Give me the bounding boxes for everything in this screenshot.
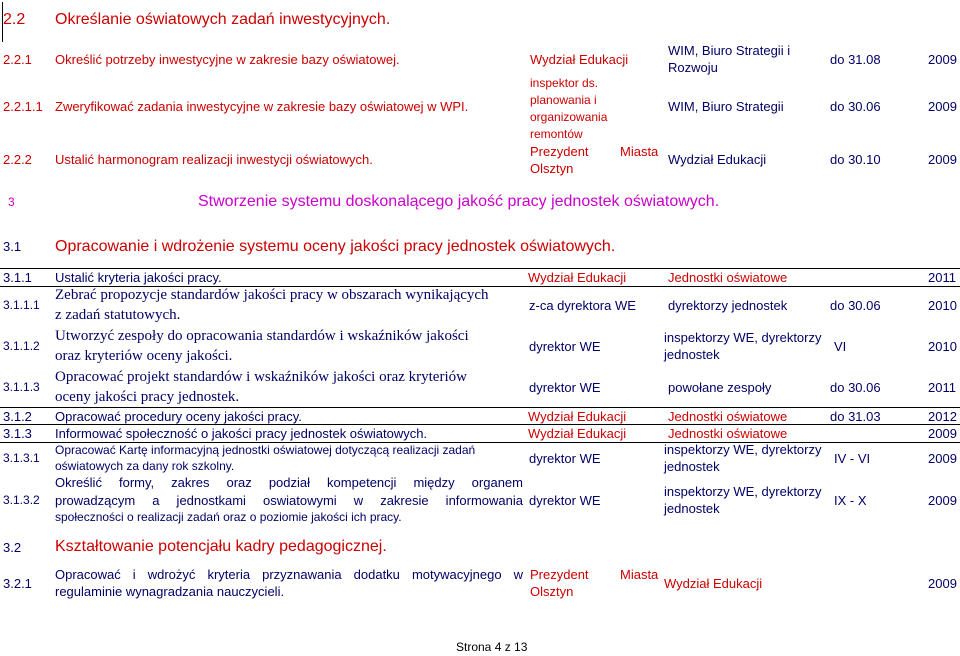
deadline-text: do 31.08 (830, 52, 881, 67)
responsible-text: Prezydent (530, 144, 589, 159)
deadline-text: VI (834, 339, 847, 354)
deadline-text: do 31.03 (830, 409, 881, 424)
section-title: Stworzenie systemu doskonalącego jakość pracy jednostek oświatowych. (198, 193, 720, 210)
year-text: 2012 (928, 409, 957, 424)
section-title: Kształtowanie potencjału kadry pedagogicznej. (55, 538, 387, 555)
section-number: 3 (8, 195, 15, 209)
partner-text: jednostek (664, 347, 720, 362)
partner-text: inspektorzy WE, dyrektorzy (664, 484, 822, 499)
section-number: 3.1 (3, 239, 22, 254)
deadline-text: do 30.10 (830, 152, 881, 167)
task-text: Ustalić harmonogram realizacji inwestycji oświatowych. (55, 152, 373, 167)
responsible-text: Wydział Edukacji (528, 426, 627, 441)
row-number: 3.2.1 (3, 576, 32, 591)
partner-text: inspektorzy WE, dyrektorzy (664, 442, 822, 457)
task-text: prowadzącym a jednostkami oswiatowymi w zakresie informowania (55, 493, 523, 508)
year-text: 2010 (928, 298, 957, 313)
section-title: Opracowanie i wdrożenie systemu oceny jakości pracy jednostek oświatowych. (55, 238, 616, 255)
row-number: 3.1.1.2 (3, 339, 40, 353)
task-text: Opracować Kartę informacyjną jednostki oświatowej dotyczącą realizacji zadań (55, 443, 476, 457)
responsible-text: Wydział Edukacji (530, 52, 629, 67)
row-number: 2.2.1.1 (3, 99, 43, 114)
partner-text: Jednostki oświatowe (668, 409, 788, 424)
row-number: 2.2.1 (3, 52, 32, 67)
task-text: Określić potrzeby inwestycyjne w zakresie bazy oświatowej. (55, 52, 400, 67)
task-text: oświatowych za dany rok szkolny. (55, 459, 235, 473)
row-number: 2.2.2 (3, 152, 32, 167)
row-number: 3.1.3.2 (3, 493, 40, 507)
table-border (0, 268, 960, 269)
year-text: 2009 (928, 426, 957, 441)
row-number: 3.1.3.1 (3, 451, 40, 465)
deadline-text: IV - VI (834, 451, 871, 466)
task-text: oceny jakości pracy jednostek. (55, 389, 240, 405)
year-text: 2010 (928, 339, 957, 354)
responsible-text: Wydział Edukacji (528, 270, 627, 285)
row-number: 3.1.1 (3, 270, 32, 285)
task-text: Opracować projekt standardów i wskaźników jakości oraz kryteriów (55, 369, 467, 385)
row-number: 3.1.3 (3, 426, 32, 441)
row-number: 3.1.1.1 (3, 298, 40, 312)
responsible-text: Prezydent (530, 567, 589, 582)
responsible-text: dyrektor WE (529, 451, 601, 466)
year-text: 2009 (928, 576, 957, 591)
deadline-text: do 30.06 (830, 298, 881, 313)
section-title: Określanie oświatowych zadań inwestycyjnych. (55, 11, 391, 28)
partner-text: inspektorzy WE, dyrektorzy (664, 330, 822, 345)
responsible-text: Wydział Edukacji (528, 409, 627, 424)
responsible-text: z-ca dyrektora WE (529, 298, 636, 313)
deadline-text: do 30.06 (830, 99, 881, 114)
partner-text: dyrektorzy jednostek (668, 298, 788, 313)
partner-text: Wydział Edukacji (668, 152, 767, 167)
task-text: z zadań statutowych. (55, 307, 181, 323)
responsible-text: inspektor ds. (530, 76, 599, 90)
responsible-text: Olsztyn (530, 584, 574, 599)
partner-text: WIM, Biuro Strategii (668, 99, 784, 114)
responsible-text: dyrektor WE (529, 380, 601, 395)
task-text: Utworzyć zespoły do opracowania standardów i wskaźników jakości (55, 328, 469, 344)
deadline-text: do 30.06 (830, 380, 881, 395)
task-text: Zebrać propozycje standardów jakości pracy w obszarach wynikających (55, 287, 489, 303)
partner-text: Wydział Edukacji (664, 576, 763, 591)
year-text: 2009 (928, 52, 957, 67)
responsible-text: organizowania (530, 110, 608, 124)
year-text: 2009 (928, 152, 957, 167)
partner-text: powołane zespoły (668, 380, 772, 395)
partner-text: Jednostki oświatowe (668, 270, 788, 285)
page-footer: Strona 4 z 13 (456, 640, 528, 654)
table-border (0, 424, 960, 425)
partner-text: jednostek (664, 501, 720, 516)
row-number: 3.1.2 (3, 409, 32, 424)
partner-text: jednostek (664, 459, 720, 474)
year-text: 2009 (928, 99, 957, 114)
responsible-text: remontów (530, 127, 583, 141)
responsible-text: Miasta (620, 567, 659, 582)
table-border (2, 2, 3, 42)
task-text: społeczności o realizacji zadań oraz o poziomie jakości ich pracy. (55, 510, 402, 524)
section-number: 2.2 (3, 11, 26, 28)
responsible-text: Olsztyn (530, 161, 574, 176)
responsible-text: dyrektor WE (529, 493, 601, 508)
task-text: Ustalić kryteria jakości pracy. (55, 270, 222, 285)
row-number: 3.1.1.3 (3, 380, 40, 394)
table-border (0, 407, 960, 408)
year-text: 2009 (928, 493, 957, 508)
partner-text: Rozwoju (668, 60, 718, 75)
task-text: oraz kryteriów oceny jakości. (55, 348, 233, 364)
task-text: Informować społeczność o jakości pracy jednostek oświatowych. (55, 426, 428, 441)
responsible-text: dyrektor WE (529, 339, 601, 354)
task-text: Zweryfikować zadania inwestycyjne w zakresie bazy oświatowej w WPI. (55, 99, 469, 114)
year-text: 2009 (928, 451, 957, 466)
year-text: 2011 (928, 380, 956, 395)
partner-text: WIM, Biuro Strategii i (668, 43, 791, 58)
year-text: 2011 (928, 270, 956, 285)
task-text: Opracować i wdrożyć kryteria przyznawania dodatku motywacyjnego w (55, 567, 523, 582)
task-text: regulaminie wynagradzania nauczycieli. (55, 584, 285, 599)
section-number: 3.2 (3, 540, 22, 555)
partner-text: Jednostki oświatowe (668, 426, 788, 441)
responsible-text: Miasta (620, 144, 659, 159)
task-text: Opracować procedury oceny jakości pracy. (55, 409, 302, 424)
task-text: Określić formy, zakres oraz podział kompetencji między organem (55, 475, 523, 490)
responsible-text: planowania i (530, 93, 597, 107)
deadline-text: IX - X (834, 493, 867, 508)
